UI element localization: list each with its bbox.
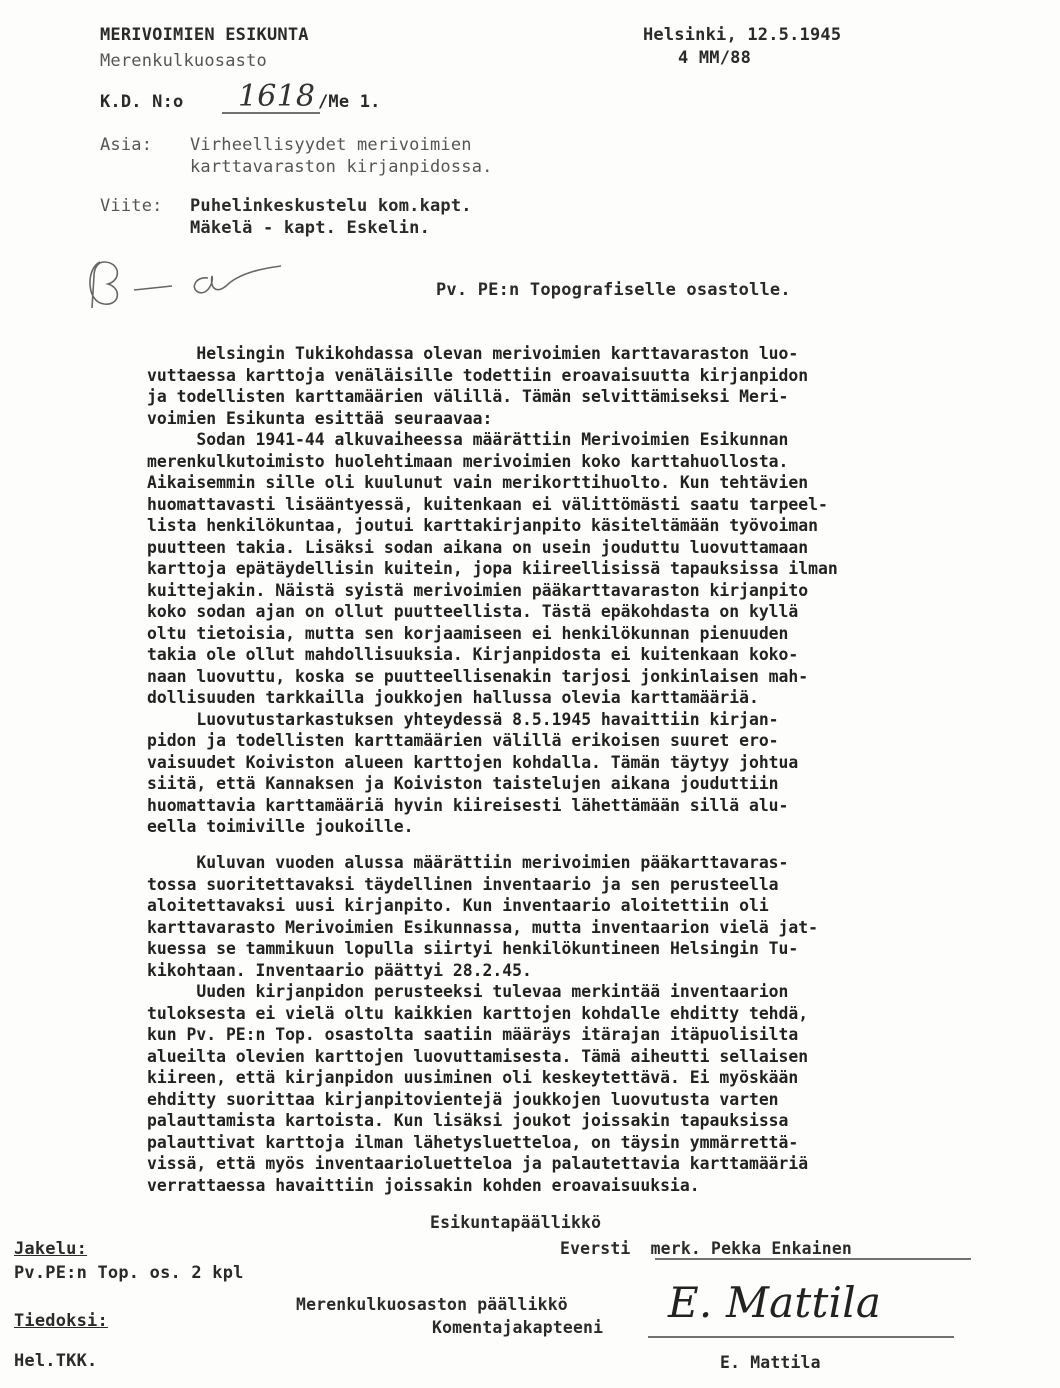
- document-code: 4 MM/88: [678, 48, 752, 68]
- body-line: Luovutustarkastuksen yhteydessä 8.5.1945 havaittiin kirjan-: [147, 709, 779, 729]
- subject-line-2: karttavaraston kirjanpidossa.: [190, 157, 493, 177]
- body-line: oltu tietoisia, mutta sen korjaamiseen ei henkilökunnan pienuuden: [147, 623, 789, 643]
- body-line: dollisuuden tarkkailla joukkojen hallussa olevia karttamääriä.: [147, 688, 759, 707]
- body-line: siitä, että Kannaksen ja Koiviston taistelujen aikana jouduttiin: [147, 774, 779, 793]
- body-line: palauttivat karttoja ilman lähetysluetteloa, on täysin ymmärrettä-: [147, 1132, 799, 1152]
- body-line: karttoja epätäydellisin kuitein, jopa kiireellisissä tapauksissa ilman: [147, 559, 838, 578]
- ref-suffix: /Me 1.: [318, 92, 381, 112]
- body-line: kuittejakin. Näistä syistä merivoimien pääkarttavaraston kirjanpito: [147, 580, 809, 600]
- body-line: Helsingin Tukikohdassa olevan merivoimien karttavaraston luo-: [147, 344, 799, 363]
- body-line: ja todellisten karttamäärien välillä. Tämän selvittämiseksi Meri-: [147, 387, 789, 406]
- distribution-label: Jakelu:: [14, 1239, 88, 1259]
- body-line: tossa suoritettavaksi täydellinen inventaario ja sen perusteella: [147, 874, 779, 894]
- handwritten-initials: [76, 248, 286, 318]
- body-line: takia ole ollut mahdollisuuksia. Kirjanpidosta ei kuitenkaan koko-: [147, 645, 799, 664]
- body-line: huomattavasti lisääntyessä, kuitenkaan ei välittömästi saatu tarpeel-: [147, 494, 828, 514]
- body-line: voimien Esikunta esittää seuraavaa:: [147, 408, 493, 428]
- body-line: alueilta olevien karttojen luovuttamisesta. Tämä aiheutti sellaisen: [147, 1046, 809, 1066]
- body-line: kikohtaan. Inventaario päättyi 28.2.45.: [147, 960, 532, 980]
- chief-of-staff-name: Eversti merk. Pekka Enkainen: [560, 1239, 852, 1258]
- info-item: Hel.TKK.: [14, 1351, 98, 1371]
- body-line: huomattavia karttamääriä hyvin kiireisesti lähettämään sillä alu-: [147, 795, 789, 815]
- org-department: Merenkulkuosasto: [100, 51, 267, 71]
- body-line: Aikaisemmin sille oli kuulunut vain merikorttihuolto. Kun tehtävien: [147, 473, 809, 492]
- org-name: MERIVOIMIEN ESIKUNTA: [100, 25, 309, 45]
- body-line: lista henkilökuntaa, joutui karttakirjanpito käsiteltämään työvoiman: [147, 516, 819, 535]
- body-line: karttavarasto Merivoimien Esikunnassa, mutta inventaarion vielä jat-: [147, 917, 819, 937]
- ref-number-underline: [222, 110, 322, 116]
- body-line: tuloksesta ei vielä oltu kaikkien karttojen kohdalle ehditty tehdä,: [147, 1003, 809, 1023]
- info-label: Tiedoksi:: [14, 1311, 108, 1331]
- distribution-item: Pv.PE:n Top. os. 2 kpl: [14, 1263, 244, 1283]
- place-date: Helsinki, 12.5.1945: [643, 25, 842, 45]
- subject-line-1: Virheellisyydet merivoimien: [190, 135, 472, 155]
- body-line: kuessa se tammikuun lopulla siirtyi henkilökuntineen Helsingin Tu-: [147, 939, 799, 958]
- body-line: kun Pv. PE:n Top. osastolta saatiin määräys itärajan itäpuolisilta: [147, 1025, 799, 1044]
- body-line: merenkulkutoimisto huolehtimaan merivoimien koko karttahuollosta.: [147, 451, 789, 471]
- body-line: Kuluvan vuoden alussa määrättiin merivoimien pääkarttavaras-: [147, 853, 789, 872]
- body-line: Sodan 1941-44 alkuvaiheessa määrättiin Merivoimien Esikunnan: [147, 430, 789, 449]
- reference-line-2: Mäkelä - kapt. Eskelin.: [190, 218, 431, 238]
- body-line: Uuden kirjanpidon perusteeksi tulevaa merkintää inventaarion: [147, 982, 789, 1001]
- department-head-title: Merenkulkuosaston päällikkö: [296, 1295, 568, 1314]
- signature-underline: [648, 1334, 958, 1340]
- body-line: ehditty suorittaa kirjanpitovientejä joukkojen luovutusta varten: [147, 1089, 779, 1109]
- body-line: puutteen takia. Lisäksi sodan aikana on usein jouduttu luovuttamaan: [147, 537, 809, 557]
- recipient: Pv. PE:n Topografiselle osastolle.: [436, 280, 791, 300]
- department-head-name: E. Mattila: [720, 1353, 821, 1372]
- subject-label: Asia:: [100, 135, 153, 155]
- body-line: vissä, että myös inventaarioluetteloa ja palautettavia karttamääriä: [147, 1154, 809, 1173]
- body-line: vuttaessa karttoja venäläisille todettiin eroavaisuutta kirjanpidon: [147, 365, 809, 385]
- department-head-rank: Komentajakapteeni: [432, 1318, 604, 1337]
- chief-of-staff-title: Esikuntapäällikkö: [430, 1213, 602, 1232]
- body-line: koko sodan ajan on ollut puutteellista. Tästä epäkohdasta on kyllä: [147, 602, 799, 621]
- body-line: kiireen, että kirjanpidon uusiminen oli keskeytettävä. Ei myöskään: [147, 1068, 799, 1087]
- body-line: eella toimiville joukoille.: [147, 817, 414, 836]
- body-line: aloitettavaksi uusi kirjanpito. Kun inventaario aloitettiin oli: [147, 896, 769, 915]
- body-line: verrattaessa havaittiin joissakin kohden eroavaisuuksia.: [147, 1175, 700, 1195]
- chief-name-underline: [655, 1256, 975, 1262]
- reference-line-1: Puhelinkeskustelu kom.kapt.: [190, 196, 472, 216]
- body-line: palauttamista kartoista. Kun lisäksi joukot joissakin tapauksissa: [147, 1111, 789, 1130]
- body-line: naan luovuttu, koska se puutteellisenakin tarjosi jonkinlaisen mah-: [147, 666, 809, 686]
- reference-label: Viite:: [100, 196, 163, 216]
- ref-prefix: K.D. N:o: [100, 92, 184, 112]
- body-line: pidon ja todellisten karttamäärien välillä erikoisen suuret ero-: [147, 731, 779, 750]
- handwritten-signature: E. Mattila: [668, 1278, 882, 1327]
- ref-number-handwritten: 1618: [238, 79, 316, 114]
- body-line: vaisuudet Koiviston alueen karttojen kohdalla. Tämän täytyy johtua: [147, 752, 799, 772]
